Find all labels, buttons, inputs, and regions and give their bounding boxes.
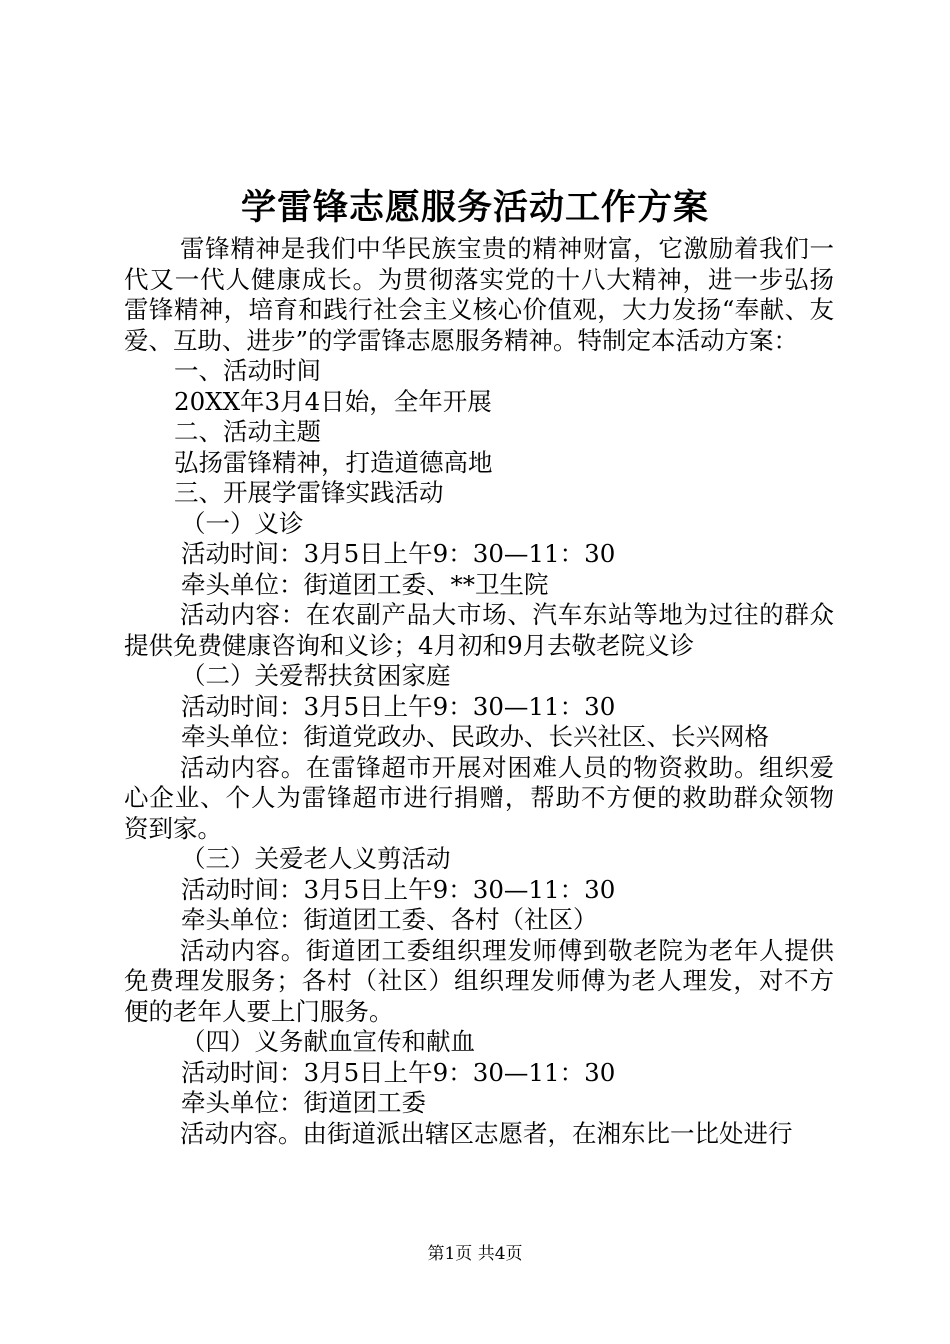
item-content-blood: 活动内容。由街道派出辖区志愿者，在湘东比一比处进行 xyxy=(180,1118,793,1148)
section-text-theme: 弘扬雷锋精神，打造道德高地 xyxy=(174,447,493,477)
item-time-haircut: 活动时间：3月5日上午9：30—11：30 xyxy=(181,874,616,904)
item-lead-haircut: 牵头单位：街道团工委、各村（社区） xyxy=(181,905,598,934)
section-text-time: 20XX年3月4日始，全年开展 xyxy=(174,386,492,416)
page-number-footer: 第1页 共4页 xyxy=(427,1244,523,1264)
item-content-families: 活动内容。在雷锋超市开展对困难人员的物资救助。组织爱心企业、个人为雷锋超市进行捐赠，帮助不方便的救助群众领物资到家。 xyxy=(124,752,834,843)
item-content-clinic: 活动内容：在农副产品大市场、汽车东站等地为过往的群众提供免费健康咨询和义诊；4月初和9月去敬老院义诊 xyxy=(124,600,834,660)
item-time-blood: 活动时间：3月5日上午9：30—11：30 xyxy=(181,1057,616,1087)
item-time-clinic: 活动时间：3月5日上午9：30—11：30 xyxy=(181,539,616,568)
item-lead-families: 牵头单位：街道党政办、民政办、长兴社区、长兴网格 xyxy=(181,722,769,751)
item-heading-haircut: （三）关爱老人义剪活动 xyxy=(181,844,451,873)
item-content-haircut: 活动内容。街道团工委组织理发师傅到敬老院为老年人提供免费理发服务；各村（社区）组织理发师傅为老人理发，对不方便的老年人要上门服务。 xyxy=(124,935,834,1026)
section-heading-time: 一、活动时间 xyxy=(174,356,321,385)
item-heading-blood: （四）义务献血宣传和献血 xyxy=(181,1027,475,1056)
document-title: 学雷锋志愿服务活动工作方案 xyxy=(240,187,709,228)
document-body xyxy=(124,234,834,1149)
item-lead-clinic: 牵头单位：街道团工委、**卫生院 xyxy=(181,569,549,599)
intro-paragraph: 雷锋精神是我们中华民族宝贵的精神财富，它激励着我们一代又一代人健康成长。为贯彻落实党的十八大精神，进一步弘扬雷锋精神，培育和践行社会主义核心价值观，大力发扬“奉献、友爱、互助、进步”的学雷锋志愿服务精神。特制定本活动方案： xyxy=(124,234,834,355)
section-heading-theme: 二、活动主题 xyxy=(174,417,321,446)
section-heading-activities: 三、开展学雷锋实践活动 xyxy=(174,478,444,507)
item-heading-families: （二）关爱帮扶贫困家庭 xyxy=(181,661,451,690)
item-heading-clinic: （一）义诊 xyxy=(181,508,304,538)
item-time-families: 活动时间：3月5日上午9：30—11：30 xyxy=(181,691,616,721)
item-lead-blood: 牵头单位：街道团工委 xyxy=(181,1088,426,1117)
